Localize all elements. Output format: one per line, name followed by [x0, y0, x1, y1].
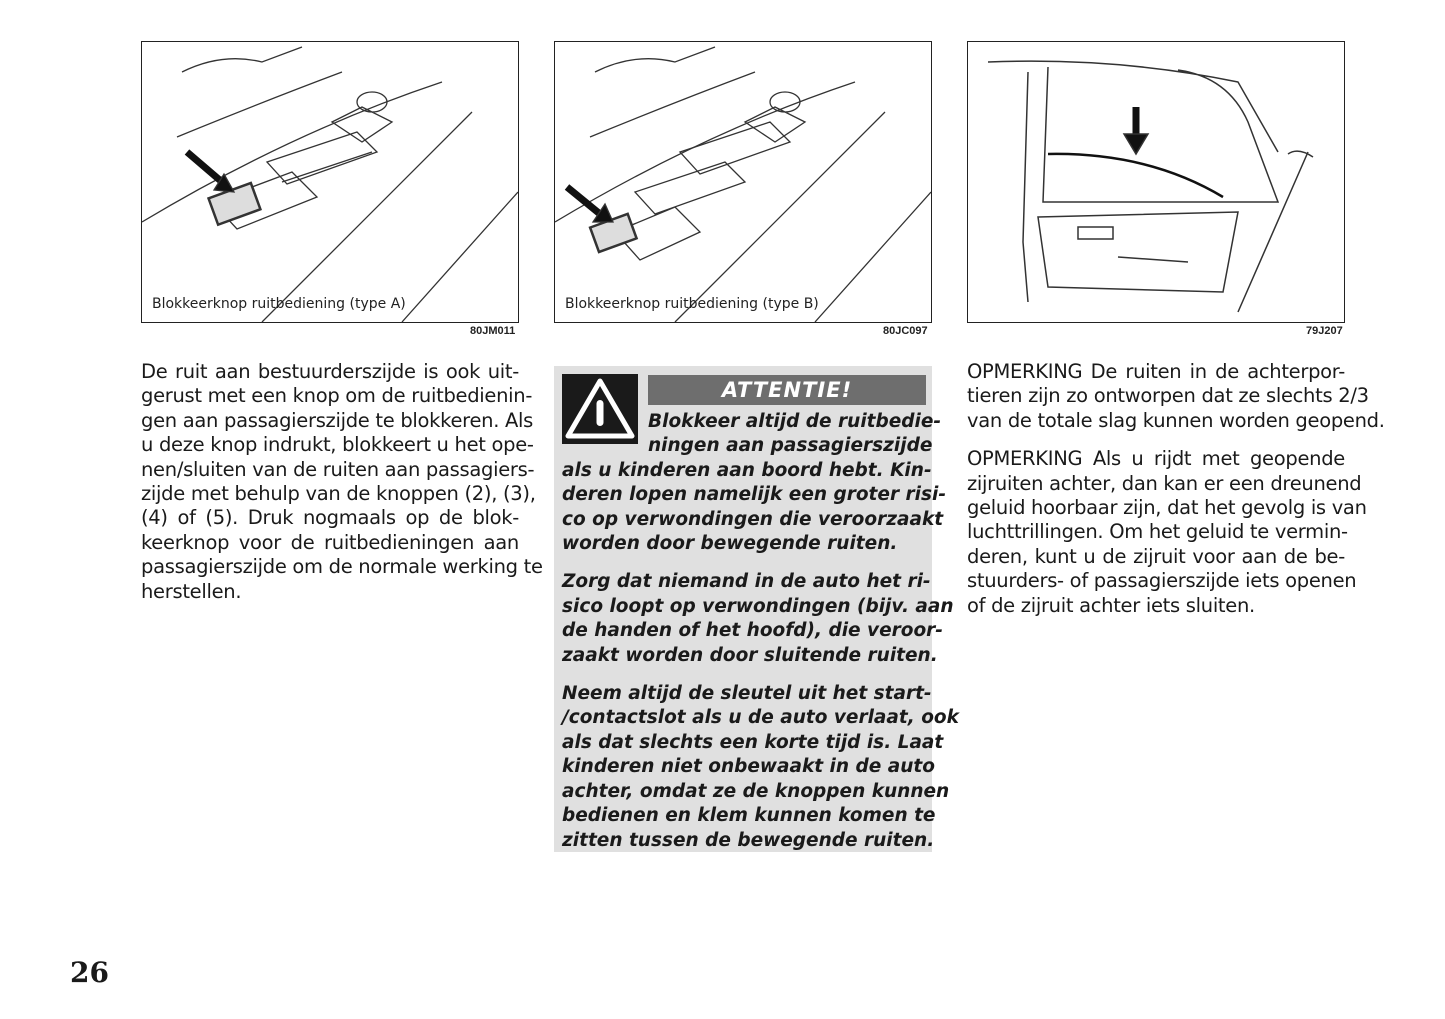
- figure-rear-window: [967, 41, 1345, 323]
- text-line: gen aan passagierszijde te blokkeren. Als: [141, 408, 534, 432]
- figure-caption: Blokkeerknop ruitbediening (type B): [565, 296, 819, 312]
- figure-lock-button-type-b: [554, 41, 932, 323]
- text-line: Neem altijd de sleutel uit het start-: [562, 683, 932, 705]
- warning-box: [554, 366, 959, 852]
- text-line: zitten tussen de bewegende ruiten.: [562, 829, 935, 851]
- text-line: deren lopen namelijk een groter risi-: [562, 484, 947, 506]
- figure-lock-button-type-a: [141, 41, 519, 323]
- left-column-text: [141, 360, 543, 618]
- text-line: co op verwondingen die veroorzaakt: [562, 508, 944, 530]
- text-line: deren, kunt u de zijruit voor aan de be-: [967, 544, 1345, 568]
- text-line: ningen aan passagierszijde: [648, 435, 933, 457]
- paragraph: [562, 570, 954, 668]
- text-line: de handen of het hoofd), die veroor-: [562, 620, 943, 642]
- figure-code: 80JM011: [470, 325, 516, 337]
- text-line: bedienen en klem kunnen komen te: [562, 805, 936, 827]
- text-line: nen/sluiten van de ruiten aan passagiers-: [141, 457, 535, 481]
- text-line: keerknop voor de ruitbedieningen aan: [141, 530, 519, 554]
- figure-code: 80JC097: [883, 325, 928, 337]
- text-line: herstellen.: [141, 579, 242, 603]
- right-column-text: [967, 360, 1385, 632]
- text-line: van de totale slag kunnen worden geopend.: [967, 408, 1385, 432]
- text-line: geluid hoorbaar zijn, dat het gevolg is van: [967, 496, 1367, 520]
- text-line: passagierszijde om de normale werking te: [141, 555, 543, 579]
- text-line: achter, omdat ze de knoppen kunnen: [562, 780, 950, 802]
- paragraph: [141, 360, 543, 604]
- text-line: of de zijruit achter iets sluiten.: [967, 593, 1255, 617]
- text-line: u deze knop indrukt, blokkeert u het ope-: [141, 433, 534, 457]
- text-line: als dat slechts een korte tijd is. Laat: [562, 731, 944, 753]
- figure-code: 79J207: [1306, 325, 1343, 337]
- text-line: stuurders- of passagierszijde iets openen: [967, 569, 1357, 593]
- rear-door-illustration: [968, 42, 1344, 322]
- text-line: OPMERKING Als u rijdt met geopende: [967, 447, 1345, 471]
- text-line: kinderen niet onbewaakt in de auto: [562, 756, 935, 778]
- text-line: Blokkeer altijd de ruitbedie-: [648, 411, 942, 432]
- paragraph: [562, 682, 959, 853]
- paragraph: [562, 410, 947, 556]
- page-number: 26: [70, 956, 109, 989]
- text-line: OPMERKING De ruiten in de achterpor-: [967, 360, 1345, 383]
- warning-text: [562, 410, 959, 867]
- text-line: worden door bewegende ruiten.: [562, 533, 898, 555]
- text-line: (4) of (5). Druk nogmaals op de blok-: [141, 506, 519, 530]
- window-switch-illustration-b: [555, 42, 931, 322]
- text-line: zaakt worden door sluitende ruiten.: [562, 644, 938, 666]
- text-line: luchttrillingen. Om het geluid te vermin-: [967, 520, 1348, 544]
- text-line: Zorg dat niemand in de auto het ri-: [562, 571, 931, 593]
- warning-title: ATTENTIE!: [648, 375, 926, 405]
- text-line: zijde met behulp van de knoppen (2), (3),: [141, 482, 536, 506]
- text-line: De ruit aan bestuurderszijde is ook uit-: [141, 360, 519, 383]
- paragraph: [967, 447, 1367, 618]
- text-line: /contactslot als u de auto verlaat, ook: [562, 707, 959, 729]
- figure-caption: Blokkeerknop ruitbediening (type A): [152, 296, 406, 312]
- text-line: sico loopt op verwondingen (bijv. aan: [562, 595, 954, 617]
- window-switch-illustration-a: [142, 42, 518, 322]
- paragraph: [967, 360, 1385, 433]
- text-line: als u kinderen aan boord hebt. Kin-: [562, 459, 932, 481]
- text-line: zijruiten achter, dan kan er een dreunend: [967, 471, 1362, 495]
- text-line: gerust met een knop om de ruitbedienin-: [141, 384, 533, 408]
- text-line: tieren zijn zo ontworpen dat ze slechts 2/3: [967, 384, 1369, 408]
